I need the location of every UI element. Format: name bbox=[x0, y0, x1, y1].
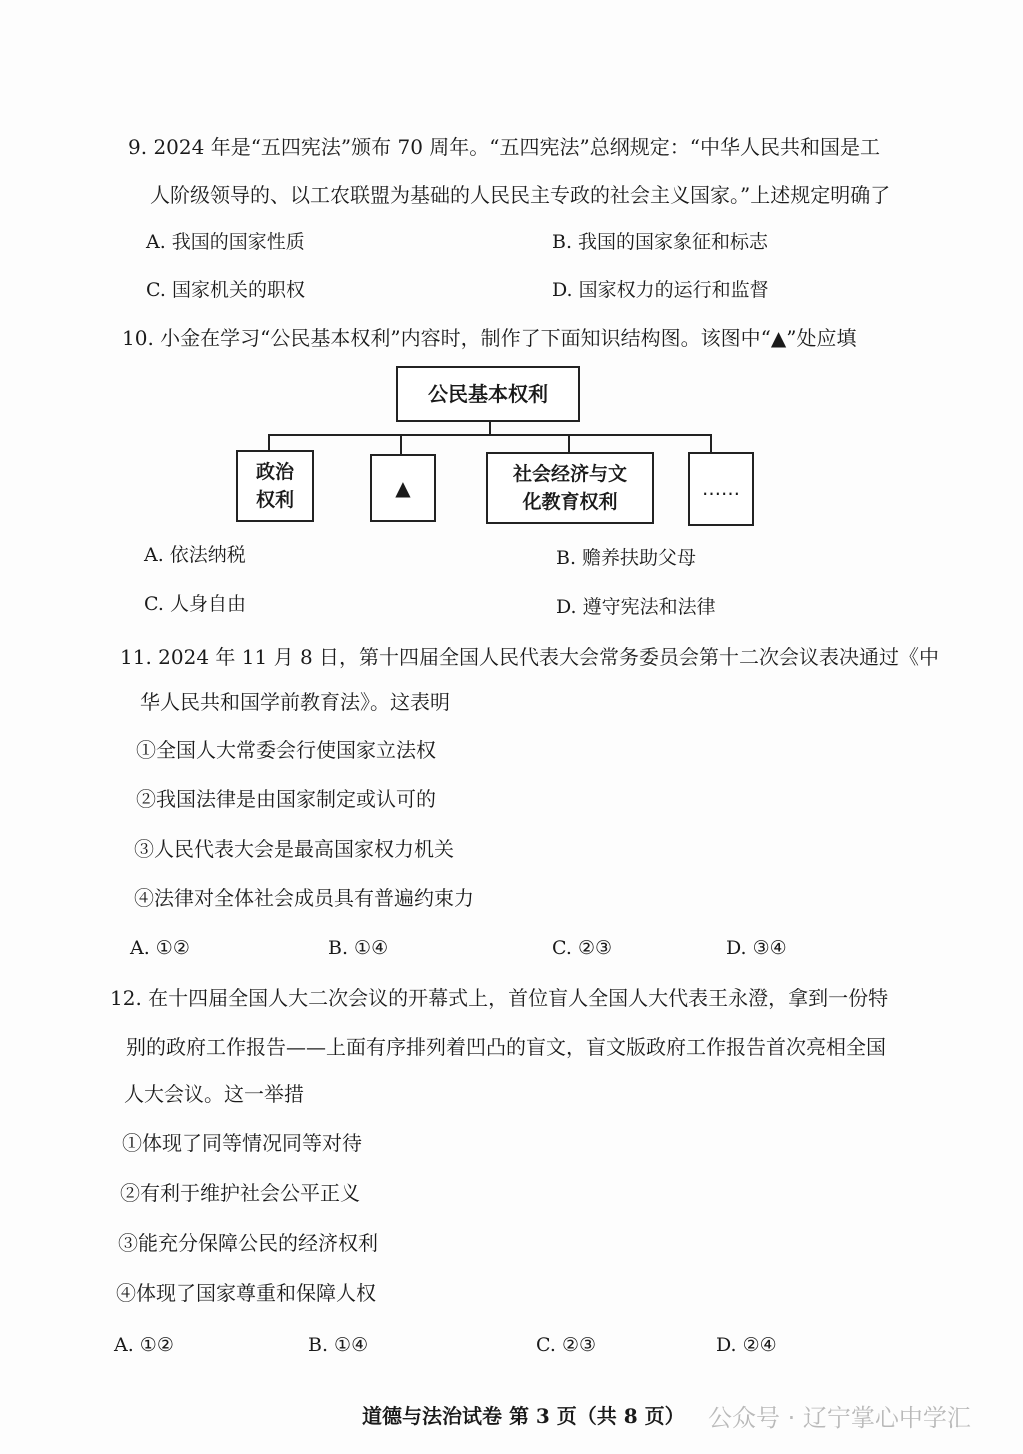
q9-option-d: D. 国家权力的运行和监督 bbox=[552, 279, 769, 301]
diagram-box-political-rights-line1: 政治 bbox=[255, 461, 294, 483]
diagram-connector-2 bbox=[400, 434, 402, 454]
q12-stem-line1: 12. 在十四届全国人大二次会议的开幕式上，首位盲人全国人大代表王永澄，拿到一份特 bbox=[110, 986, 889, 1010]
q11-option-d: D. ③④ bbox=[726, 937, 787, 959]
q11-stem-line1: 11. 2024 年 11 月 8 日，第十四届全国人民代表大会常务委员会第十二次会议表决通过《中 bbox=[120, 645, 940, 669]
q12-stem-line2: 别的政府工作报告——上面有序排列着凹凸的盲文，盲文版政府工作报告首次亮相全国 bbox=[126, 1035, 886, 1059]
diagram-box-political-rights bbox=[236, 450, 314, 522]
q12-option-a: A. ①② bbox=[114, 1334, 174, 1356]
q11-option-a: A. ①② bbox=[130, 937, 190, 959]
diagram-root-box: 公民基本权利 bbox=[396, 366, 580, 422]
q10-option-a: A. 依法纳税 bbox=[144, 544, 246, 566]
page-footer: 道德与法治试卷 第 3 页（共 8 页） bbox=[362, 1404, 685, 1428]
q11-stem-line2: 华人民共和国学前教育法》。这表明 bbox=[140, 690, 450, 714]
diagram-box-social-rights bbox=[486, 452, 654, 524]
watermark-text: 公众号 · 辽宁掌心中学汇 bbox=[708, 1404, 971, 1432]
q9-option-a: A. 我国的国家性质 bbox=[146, 231, 305, 253]
diagram-box-ellipsis: …… bbox=[688, 452, 754, 526]
diagram-connector-3 bbox=[568, 434, 570, 452]
q11-item-1: ①全国人大常委会行使国家立法权 bbox=[136, 738, 436, 762]
q12-item-1: ①体现了同等情况同等对待 bbox=[122, 1131, 362, 1155]
q10-stem-line1: 10. 小金在学习“公民基本权利”内容时，制作了下面知识结构图。该图中“▲”处应填 bbox=[122, 326, 857, 350]
q11-item-3: ③人民代表大会是最高国家权力机关 bbox=[134, 837, 454, 861]
diagram-connector-4 bbox=[710, 434, 712, 452]
q12-item-2: ②有利于维护社会公平正义 bbox=[120, 1181, 360, 1205]
q12-item-4: ④体现了国家尊重和保障人权 bbox=[116, 1281, 376, 1305]
q12-option-d: D. ②④ bbox=[716, 1334, 777, 1356]
diagram-connector-bar bbox=[268, 434, 712, 436]
q9-option-c: C. 国家机关的职权 bbox=[146, 279, 305, 301]
q9-option-b: B. 我国的国家象征和标志 bbox=[552, 231, 769, 253]
diagram-box-political-rights-line2: 权利 bbox=[255, 489, 294, 511]
q11-option-c: C. ②③ bbox=[552, 937, 613, 959]
diagram-box-triangle-blank: ▲ bbox=[370, 454, 436, 522]
q11-item-2: ②我国法律是由国家制定或认可的 bbox=[136, 787, 436, 811]
diagram-connector-1 bbox=[268, 434, 270, 450]
q11-item-4: ④法律对全体社会成员具有普遍约束力 bbox=[134, 886, 474, 910]
q11-option-b: B. ①④ bbox=[328, 937, 389, 959]
q12-stem-line3: 人大会议。这一举措 bbox=[124, 1082, 304, 1106]
diagram-box-social-rights-line2: 化教育权利 bbox=[522, 491, 618, 513]
q12-option-b: B. ①④ bbox=[308, 1334, 369, 1356]
q10-option-b: B. 赡养扶助父母 bbox=[556, 547, 697, 569]
q9-stem-line1: 9. 2024 年是“五四宪法”颁布 70 周年。“五四宪法”总纲规定：“中华人民共和国是工 bbox=[128, 135, 880, 159]
q9-stem-line2: 人阶级领导的、以工农联盟为基础的人民民主专政的社会主义国家。”上述规定明确了 bbox=[150, 183, 891, 207]
q10-option-c: C. 人身自由 bbox=[144, 593, 246, 615]
q12-item-3: ③能充分保障公民的经济权利 bbox=[118, 1231, 378, 1255]
diagram-box-social-rights-line1: 社会经济与文 bbox=[512, 463, 627, 485]
q10-option-d: D. 遵守宪法和法律 bbox=[556, 596, 716, 618]
q12-option-c: C. ②③ bbox=[536, 1334, 597, 1356]
